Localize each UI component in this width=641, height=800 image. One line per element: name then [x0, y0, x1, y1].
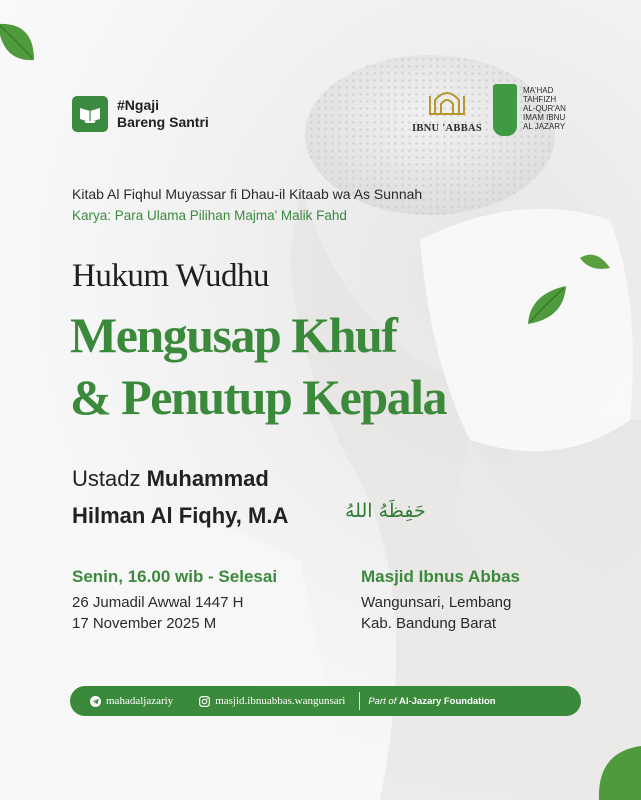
- mahad-name: MA'HAD TAHFIZH AL-QUR'AN IMAM IBNU AL JAZARY: [523, 86, 566, 131]
- part-of-text: [368, 696, 495, 707]
- speaker-name1: Muhammad: [146, 466, 269, 491]
- part-of-prefix: Part of: [368, 695, 397, 707]
- telegram-link[interactable]: [90, 695, 173, 707]
- mahad-logo: [493, 84, 566, 136]
- ibnu-abbas-name: IBNU 'ABBAS: [411, 123, 483, 134]
- leaf-icon: [524, 282, 570, 328]
- telegram-icon: [90, 696, 101, 707]
- mahad-emblem-icon: [493, 84, 517, 136]
- footer-divider: [359, 692, 360, 710]
- schedule-hijri-date: 26 Jumadil Awwal 1447 H: [72, 594, 244, 611]
- instagram-icon: [199, 696, 210, 707]
- brand-line2: Bareng Santri: [117, 114, 209, 130]
- telegram-handle: mahadaljazariy: [106, 695, 174, 707]
- instagram-handle: masjid.ibnuabbas.wangunsari: [215, 695, 346, 707]
- mosque-icon: [427, 84, 467, 116]
- speaker-prefix: Ustadz: [72, 466, 141, 491]
- instagram-link[interactable]: [199, 695, 345, 707]
- leaf-icon: [578, 250, 612, 274]
- quran-book-icon: [72, 96, 108, 132]
- speaker-honorific: حَفِظَهُ اللهُ: [345, 500, 426, 522]
- venue-name: Masjid Ibnus Abbas: [361, 567, 521, 586]
- schedule-masehi-date: 17 November 2025 M: [72, 615, 217, 632]
- venue-address1: Wangunsari, Lembang: [361, 594, 512, 611]
- main-title-line2: & Penutup Kepala: [70, 369, 447, 425]
- kitab-author: Karya: Para Ulama Pilihan Majma' Malik Fahd: [72, 208, 347, 223]
- venue-address2: Kab. Bandung Barat: [361, 615, 497, 632]
- main-title-line1: Mengusap Khuf: [70, 307, 397, 363]
- leaf-icon: [0, 18, 42, 68]
- brand-line1: #Ngaji: [117, 97, 160, 113]
- schedule-time: Senin, 16.00 wib - Selesai: [72, 567, 278, 586]
- leaf-icon: [593, 742, 641, 800]
- brand: [72, 96, 209, 132]
- speaker-name2: Hilman Al Fiqhy, M.A: [72, 503, 289, 528]
- topic-heading: Hukum Wudhu: [72, 258, 269, 294]
- foundation-name: Al-Jazary Foundation: [398, 695, 496, 707]
- kitab-title: Kitab Al Fiqhul Muyassar fi Dhau-il Kitaab wa As Sunnah: [72, 186, 423, 202]
- speaker-line1: [72, 466, 269, 492]
- ibnu-abbas-logo: [408, 84, 486, 134]
- footer-bar: [70, 686, 581, 716]
